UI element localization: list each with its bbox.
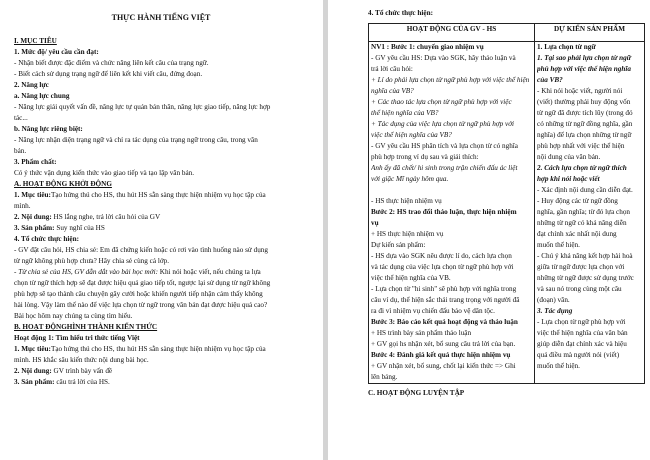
line-rest: Tạo hứng thú cho HS, thu hút HS sẵn sàng thực hiện nhiệm vụ học tập của (50, 345, 266, 353)
line-rest: Tạo hứng thú cho HS, thu hút HS sẵn sàng thực hiện nhiệm vụ học tập của (50, 191, 266, 199)
line-rest: GV trình bày vấn đề (51, 367, 113, 375)
text-line: - GV yêu cầu HS phân tích và lựa chọn từ có nghĩa (371, 142, 518, 150)
text-line: 1. Mức độ/ yêu cầu cần đạt: (14, 48, 99, 56)
text-line: + HS trình bày sản phẩm thảo luận (371, 329, 472, 337)
text-line: - Biết cách sử dụng trạng ngữ để liên kết khi viết câu, đứng đoạn. (14, 70, 203, 78)
text-line: 3. Tác dụng (537, 307, 573, 315)
text-line: của VB? (537, 76, 563, 84)
text-line (14, 377, 308, 388)
text-line: 1. Tại sao phải lựa chọn từ ngữ (537, 54, 631, 62)
text-line: lên bảng. (371, 373, 398, 381)
left-body (14, 36, 308, 388)
text-line: - Nhận biết được đặc điểm và chức năng liên kết câu của trạng ngữ. (14, 59, 209, 67)
line-lead: - Từ chia sẻ của HS, GV dẫn dắt vào bài học mới: (14, 268, 158, 276)
text-line: Dự kiến sản phẩm: (371, 241, 426, 249)
text-line: hợp khi nói hoặc viết (537, 175, 600, 183)
line-lead: 2. Nội dung: (14, 367, 52, 375)
text-line (14, 223, 308, 234)
text-line: quả điều mà người nói (viết) (537, 351, 620, 359)
text-line: Hoạt động 1: Tìm hiểu tri thức tiếng Việt (14, 334, 140, 342)
text-line: Anh ấy đã chết/ hi sinh trong trận chiến đấu ác liệt (371, 164, 518, 172)
line-rest: Suy nghĩ của HS (54, 224, 105, 232)
text-line: - Khi nói hoặc viết, người nói (537, 87, 623, 95)
text-line: (đoạn) văn. (537, 296, 570, 304)
text-line: chọn từ ngữ thích hợp sẽ đạt được hiệu quả giao tiếp tốt, ngược lại sử dụng từ ngữ không (14, 279, 271, 287)
text-line: - Lựa chọn từ ngữ phù hợp với (537, 318, 626, 326)
text-line: nghĩa, gần nghĩa; từ đó lựa chọn (537, 208, 631, 216)
text-line: nghĩa của VB? (371, 87, 414, 95)
text-line: với giặc Mĩ ngày hôm qua. (371, 175, 449, 183)
text-line: + Các thao tác lựa chọn từ ngữ phù hợp với việc (371, 98, 512, 106)
text-line: giữa từ ngữ được lựa chọn với (537, 263, 625, 271)
text-line: 4. Tổ chức thực hiện: (14, 235, 79, 243)
table-header-activity: HOẠT ĐỘNG CỦA GV - HS (369, 24, 535, 42)
text-line: - GV yêu cầu HS: Dựa vào SGK, hãy thảo luận và (371, 54, 516, 62)
line-lead: 2. Nội dung: (14, 213, 52, 221)
text-line: mình. HS khắc sâu kiến thức nội dung bài học. (14, 356, 149, 364)
text-line: 3. Phẩm chất: (14, 158, 57, 166)
text-line (371, 185, 532, 196)
text-line: B. HOẠT ĐỘNGHÌNH THÀNH KIẾN THỨC (14, 323, 158, 331)
text-line: việc thể hiện nghĩa của văn bản (537, 329, 628, 337)
text-line: từ ngữ không phù hợp chưa? Hãy chia sẻ cùng cả lớp. (14, 257, 170, 265)
table-header-product: DỰ KIẾN SẢN PHẨM (535, 24, 645, 42)
text-line: từ ngữ đã được tích lũy (trong đó (537, 109, 633, 117)
text-line: + Lí do phải lựa chọn từ ngữ phù hợp với việc thể hiện (371, 76, 530, 84)
table-row (369, 42, 645, 384)
text-line: việc thể hiện nghĩa của VB? (371, 131, 452, 139)
text-line: thể hiện nghĩa của VB? (371, 109, 439, 117)
text-line: - Xác định nội dung cần diễn đạt. (537, 186, 633, 194)
text-line: vụ (371, 219, 379, 227)
next-section-title: C. HOẠT ĐỘNG LUYỆN TẬP (368, 389, 465, 397)
right-page (328, 0, 650, 460)
text-line: việc thể hiện nghĩa của VB. (371, 274, 451, 282)
text-line: - Lựa chọn từ "hi sinh" sẽ phù hợp với nghĩa trong (371, 285, 517, 293)
text-line: - Chú ý khả năng kết hợp hài hoà (537, 252, 633, 260)
table-header-row (369, 24, 645, 42)
text-line: và sau nó trong cùng một câu (537, 285, 622, 293)
text-line: - Năng lực giải quyết vấn đề, năng lực tự quản bản thân, năng lực giao tiếp, năng lực hợp (14, 103, 271, 111)
text-line: có những từ ngữ đồng nghĩa, gần (537, 120, 633, 128)
text-line: - GV đặt câu hỏi, HS chia sẻ: Em đã chứng kiến hoặc có rơi vào tình huống nào sử dụng (14, 246, 268, 254)
text-line: Bước 2: HS trao đổi thảo luận, thực hiện nhiệm (371, 208, 517, 216)
activity-table (368, 23, 645, 384)
text-line: phù hợp sẽ tạo thành câu chuyện gây cười hoặc khiến người tiếp nhận cảm thấy không (14, 290, 263, 298)
text-line: trả lời câu hỏi: (371, 65, 413, 73)
text-line: phù hợp nhất với việc thể hiện (537, 142, 625, 150)
text-line: Bước 4: Đánh giá kết quả thực hiện nhiệm vụ (371, 351, 511, 359)
text-line: phù hợp trong ví dụ sau và giải thích: (371, 153, 479, 161)
text-line: NV1 : Bước 1: chuyển giao nhiệm vụ (371, 43, 484, 51)
text-line: - Huy động các từ ngữ đồng (537, 197, 618, 205)
text-line: A. HOẠT ĐỘNG KHỞI ĐỘNG (14, 180, 112, 188)
text-line: 1. Lựa chọn từ ngữ (537, 43, 596, 51)
text-line: muốn thể hiện. (537, 241, 580, 249)
text-line: + GV nhận xét, bổ sung, chốt lại kiến thức => Ghi (371, 362, 516, 370)
text-line: ra đi vì nhiệm vụ chiến đấu bảo vệ dân tộc. (371, 307, 495, 315)
text-line: + HS thực hiện nhiệm vụ (371, 230, 444, 238)
text-line: câu ví dụ, thể hiện sắc thái trang trọng với người đã (371, 296, 520, 304)
text-line: nghĩa) để lựa chọn những từ ngữ (537, 131, 632, 139)
text-line: phù hợp với việc thể hiện nghĩa (537, 65, 631, 73)
text-line: mình. (14, 202, 31, 210)
text-line: và tác dụng của việc lựa chọn từ ngữ phù hợp với (371, 263, 514, 271)
text-line: + GV gọi hs nhận xét, bổ sung câu trả lời của bạn. (371, 340, 516, 348)
text-line: muốn thể hiện. (537, 362, 580, 370)
text-line: - HS thực hiện nhiệm vụ (371, 197, 442, 205)
text-line: những từ ngữ được sử dụng trước (537, 274, 634, 282)
line-lead: 1. Mục tiêu: (14, 345, 51, 353)
text-line (14, 344, 308, 355)
text-line: nội dung của văn bản. (537, 153, 601, 161)
text-line (14, 366, 308, 377)
text-line: tác... (14, 114, 28, 122)
text-line: đạt chính xác nhất nội dung (537, 230, 617, 238)
text-line: bản. (14, 147, 27, 155)
line-lead: 3. Sản phẩm: (14, 378, 55, 386)
section-title: 4. Tổ chức thực hiện: (368, 9, 433, 17)
line-rest: câu trả lời của HS. (54, 378, 110, 386)
text-line: + Tác dụng của việc lựa chọn từ ngữ phù hợp với (371, 120, 515, 128)
text-line (14, 212, 308, 223)
line-lead: 3. Sản phẩm: (14, 224, 55, 232)
text-line: 2. Năng lực (14, 81, 49, 89)
table-cell-activity (369, 42, 535, 384)
text-line: Bước 3: Báo cáo kết quả hoạt động và thảo luận (371, 318, 518, 326)
text-line: a. Năng lực chung (14, 92, 70, 100)
table-cell-product (535, 42, 645, 384)
text-line: giúp diễn đạt chính xác và hiệu (537, 340, 627, 348)
line-rest: Khi nói hoặc viết, nếu chúng ta lựa (157, 268, 261, 276)
text-line: 2. Cách lựa chọn từ ngữ thích (537, 164, 627, 172)
line-rest: HS lắng nghe, trả lời câu hỏi của GV (51, 213, 161, 221)
text-line: những từ ngữ có khả năng diễn (537, 219, 627, 227)
line-lead: 1. Mục tiêu: (14, 191, 51, 199)
text-line: - HS dựa vào SGK nêu được lí do, cách lựa chọn (371, 252, 512, 260)
text-line (14, 267, 308, 278)
text-line (14, 190, 308, 201)
text-line: (viết) thường phải huy động vốn (537, 98, 631, 106)
text-line: I. MỤC TIÊU (14, 37, 57, 45)
text-line: Có ý thức vận dụng kiến thức vào giao tiếp và tạo lập văn bản. (14, 169, 195, 177)
text-line: hài lòng. Vậy làm thế nào để việc lựa chọn từ ngữ trong văn bản đạt được hiệu quả cao? (14, 301, 268, 309)
left-page (0, 0, 322, 460)
text-line: Bài học hôm nay chúng ta cùng tìm hiểu. (14, 312, 133, 320)
page-title: THỰC HÀNH TIẾNG VIỆT (111, 13, 211, 22)
text-line: - Năng lực nhận diện trạng ngữ và chỉ ra tác dụng của trạng ngữ trong câu, trong văn (14, 136, 258, 144)
text-line: b. Năng lực riêng biệt: (14, 125, 83, 133)
